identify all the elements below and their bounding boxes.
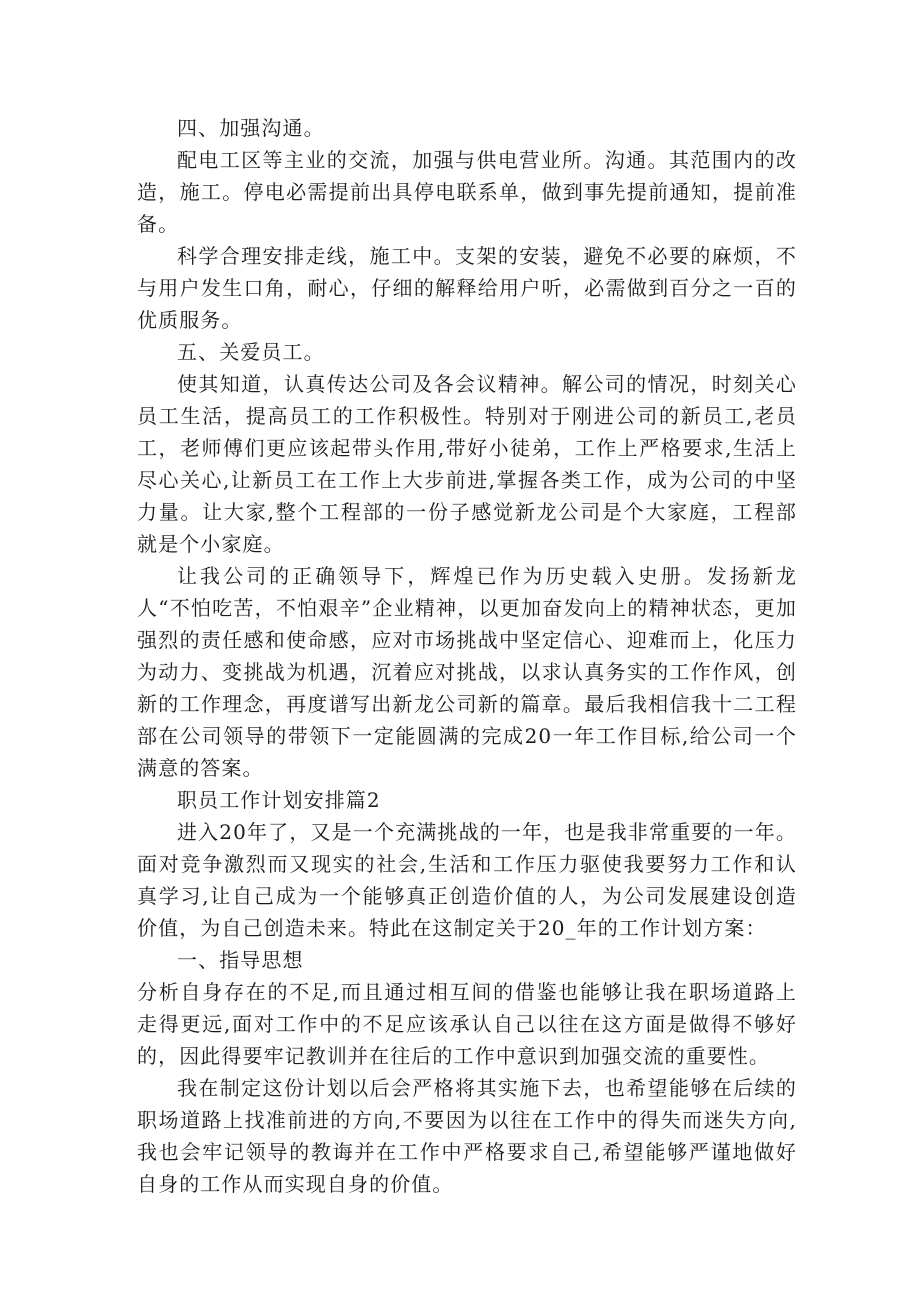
paragraph: 让我公司的正确领导下，辉煌已作为历史载入史册。发扬新龙人“不怕吃苦，不怕艰辛”企业精神，以更加奋发向上的精神状态，更加强烈的责任感和使命感，应对市场挑战中坚定信心、迎难而上，化压力为动力、变挑战为机遇，沉着应对挑战，以求认真务实的工作作风，创新的工作理念，再度谱写出新龙公司新的篇章。最后我相信我十二工程部在公司领导的带领下一定能圆满的完成20一年工作目标,给公司一个满意的答案。 [137, 564, 797, 780]
paragraph: 使其知道，认真传达公司及各会议精神。解公司的情况，时刻关心员工生活，提高员工的工作积极性。特别对于刚进公司的新员工,老员工，老师傅们更应该起带头作用,带好小徒弟，工作上严格要求,生活上尽心关心,让新员工在工作上大步前进,掌握各类工作，成为公司的中坚力量。让大家,整个工程部的一份子感觉新龙公司是个大家庭，工程部就是个小家庭。 [137, 372, 797, 556]
paragraph: 我在制定这份计划以后会严格将其实施下去，也希望能够在后续的职场道路上找准前进的方向,不要因为以往在工作中的得失而迷失方向,我也会牢记领导的教诲并在工作中严格要求自己,希望能够严谨地做好自身的工作从而实现自身的价值。 [137, 1076, 797, 1196]
section-heading: 五、关爱员工。 [177, 340, 325, 364]
section-heading: 四、加强沟通。 [177, 116, 325, 140]
paragraph: 科学合理安排走线，施工中。支架的安装，避免不必要的麻烦，不与用户发生口角，耐心，仔细的解释给用户听，必需做到百分之一百的优质服务。 [137, 244, 797, 332]
section-heading: 一、指导思想 [177, 948, 304, 972]
section-heading: 职员工作计划安排篇2 [177, 788, 381, 812]
document-body [137, 112, 797, 1200]
paragraph: 进入20年了，又是一个充满挑战的一年，也是我非常重要的一年。面对竞争激烈而又现实的社会,生活和工作压力驱使我要努力工作和认真学习,让自己成为一个能够真正创造价值的人，为公司发展建设创造价值，为自己创造未来。特此在这制定关于20_年的工作计划方案： [137, 820, 797, 940]
paragraph: 分析自身存在的不足,而且通过相互间的借鉴也能够让我在职场道路上走得更远,面对工作中的不足应该承认自己以往在这方面是做得不够好的，因此得要牢记教训并在往后的工作中意识到加强交流的重要性。 [137, 980, 797, 1068]
paragraph: 配电工区等主业的交流，加强与供电营业所。沟通。其范围内的改造，施工。停电必需提前出具停电联系单，做到事先提前通知，提前准备。 [137, 148, 797, 236]
